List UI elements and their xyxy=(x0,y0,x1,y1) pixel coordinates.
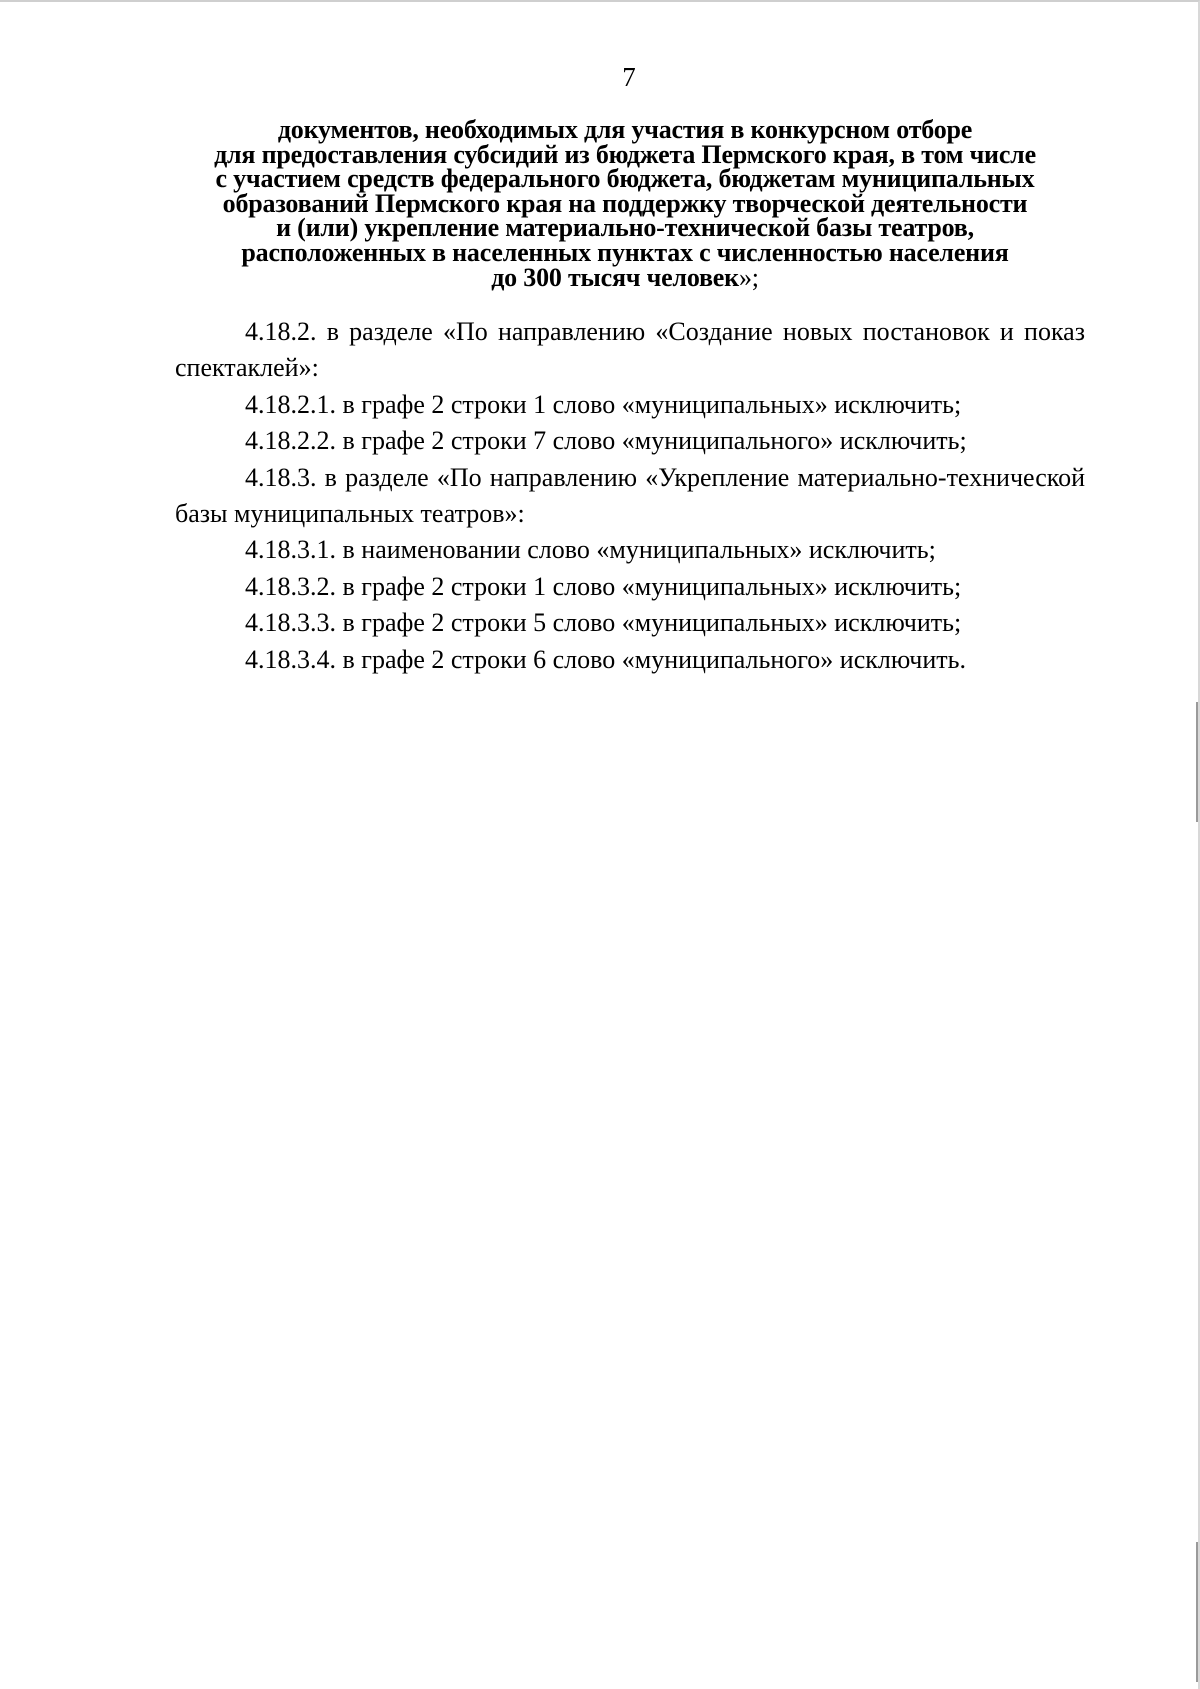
heading-line-last xyxy=(160,262,1090,292)
heading-closing-quote: »; xyxy=(738,262,759,292)
paragraph-4-18-2: 4.18.2. в разделе «По направлению «Создание новых постановок и показ спектаклей»: xyxy=(175,317,1085,383)
paragraph-4-18-2-2: 4.18.2.2. в графе 2 строки 7 слово «муниципального» исключить; xyxy=(245,426,967,456)
paragraph-4-18-3-2: 4.18.3.2. в графе 2 строки 1 слово «муниципальных» исключить; xyxy=(245,571,962,601)
heading-line: для предоставления субсидий из бюджета Пермского края, в том числе xyxy=(214,139,1036,169)
scan-edge-mark xyxy=(1196,702,1198,822)
paragraph-4-18-3-3: 4.18.3.3. в графе 2 строки 5 слово «муниципальных» исключить; xyxy=(245,608,962,638)
heading-line-text: до 300 тысяч человек xyxy=(491,262,739,292)
heading-line: и (или) укрепление материально-технической базы театров, xyxy=(276,213,974,243)
scan-edge-mark xyxy=(1196,1542,1198,1682)
heading-line: документов, необходимых для участия в конкурсном отборе xyxy=(277,115,973,144)
heading-line: расположенных в населенных пунктах с численностью населения xyxy=(241,237,1009,267)
paragraph-4-18-3-4: 4.18.3.4. в графе 2 строки 6 слово «муниципального» исключить. xyxy=(245,644,967,674)
section-heading xyxy=(160,115,1090,292)
paragraph-4-18-2-1: 4.18.2.1. в графе 2 строки 1 слово «муниципальных» исключить; xyxy=(245,389,962,419)
document-body xyxy=(175,314,1085,678)
page-number: 7 xyxy=(622,62,636,92)
paragraph-4-18-3-1: 4.18.3.1. в наименовании слово «муниципальных» исключить; xyxy=(245,535,936,565)
heading-line: образований Пермского края на поддержку творческой деятельности xyxy=(222,188,1028,218)
paragraph-4-18-3: 4.18.3. в разделе «По направлению «Укрепление материально-технической базы муниципальных театров»: xyxy=(175,462,1085,529)
heading-line: с участием средств федерального бюджета, бюджетам муниципальных xyxy=(215,164,1035,194)
